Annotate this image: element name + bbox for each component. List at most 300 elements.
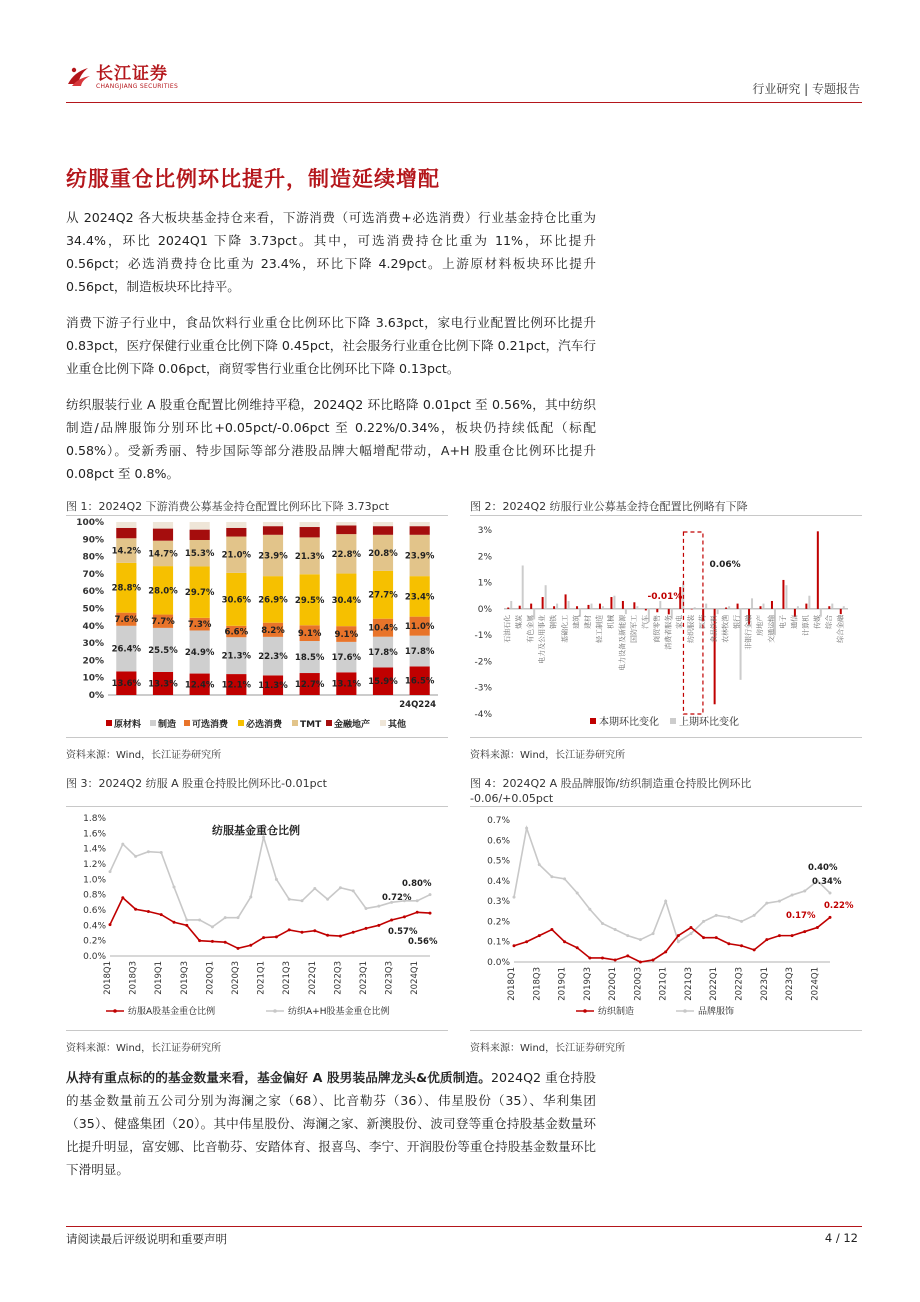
fig2-y-tick: 1%: [477, 578, 492, 589]
fig3-data-point: [416, 911, 419, 914]
fig2-x-tick: 商贸零售: [652, 614, 661, 643]
fig2-bar-previous: [808, 596, 810, 609]
fig2-legend-label: 本期环比变化: [599, 717, 659, 728]
fig2-bar-previous: [831, 604, 833, 609]
fig3-data-point: [301, 931, 304, 934]
fig3-data-point: [326, 898, 329, 901]
fig1-bar-segment: [336, 525, 356, 534]
fig3-x-tick: 2022Q1: [307, 961, 318, 995]
fig3-data-point: [198, 939, 201, 942]
fig4-data-point: [791, 934, 794, 937]
fig4-x-tick: 2020Q3: [633, 967, 644, 1001]
fig2-x-tick: 轻工制造: [595, 614, 604, 643]
fig4-data-point: [778, 900, 781, 903]
fig1-y-tick: 20%: [82, 656, 104, 667]
fig3-data-point: [237, 916, 240, 919]
fig4-data-point: [689, 926, 692, 929]
fig2-x-tick: 建筑: [572, 614, 581, 629]
fig4-data-point: [740, 920, 743, 923]
fig1-data-label: 13.6%: [111, 679, 142, 690]
fig2-x-tick: 家电: [675, 614, 684, 629]
fig4-data-point: [689, 932, 692, 935]
fig1-legend-label: 可选消费: [192, 720, 229, 730]
fig4-data-point: [639, 961, 642, 964]
fig4-data-point: [550, 875, 553, 878]
fig2-x-tick: 交通运输: [767, 614, 776, 643]
fig3-y-tick: 1.2%: [83, 860, 106, 870]
fig1-legend-label: TMT: [300, 720, 322, 730]
fig4-data-point: [664, 950, 667, 953]
fig4-data-point: [829, 916, 832, 919]
fig2-bar-current: [576, 606, 578, 609]
fig3-data-point: [134, 855, 137, 858]
fig2-bar-current: [771, 601, 773, 609]
fig3-data-point: [109, 923, 112, 926]
fig1-data-label: 12.4%: [184, 680, 215, 691]
fig1-data-label: 26.4%: [111, 644, 142, 655]
fig1-bar-segment: [226, 528, 246, 537]
fig3-data-point: [301, 899, 304, 902]
fig1-y-tick: 10%: [82, 673, 104, 684]
fig4-data-point: [727, 916, 730, 919]
fig2-bar-current: [565, 594, 567, 608]
fig3-data-point: [326, 934, 329, 937]
fig3-title: 图 3：2024Q2 纺服 A 股重仓持股比例环比-0.01pct: [66, 777, 327, 790]
fig4-legend-marker: [583, 1009, 587, 1013]
fig1-bar-segment: [373, 522, 393, 526]
fig4-data-point: [803, 890, 806, 893]
fig4-x-tick: 2021Q3: [683, 967, 694, 1001]
fig4-data-point: [702, 936, 705, 939]
fig2-bar-previous: [602, 606, 604, 609]
fig1-data-label: 14.7%: [148, 549, 178, 560]
fig3-y-tick: 1.6%: [83, 829, 106, 840]
fig4-y-tick: 0.6%: [487, 836, 510, 847]
fig1-bar-segment: [336, 522, 356, 525]
fig4-data-point: [626, 954, 629, 957]
fig1-legend-swatch: [326, 720, 332, 726]
fig4-series-line: [514, 828, 830, 942]
fig3-data-point: [429, 912, 432, 915]
fig3-x-tick: 2023Q3: [384, 961, 395, 995]
fig4-source: 资料来源：Wind，长江证券研究所: [470, 1043, 626, 1054]
fig4-y-tick: 0.2%: [487, 917, 510, 928]
fig2-x-tick: 国防军工: [629, 614, 638, 643]
fig4-data-point: [677, 940, 680, 943]
fig1-data-label: 15.3%: [184, 549, 215, 560]
fig4-data-point: [576, 892, 579, 895]
fig2-legend-swatch: [590, 718, 596, 724]
fig2-annotation: 0.06%: [709, 560, 741, 570]
fig4-data-point: [664, 900, 667, 903]
fig2-bar-current: [530, 604, 532, 609]
fig1-legend-swatch: [184, 720, 190, 726]
fig3-data-point: [339, 886, 342, 889]
fig2-x-tick: 综合: [824, 614, 833, 629]
fig3-data-point: [224, 941, 227, 944]
fig1-data-label: 22.8%: [331, 549, 362, 560]
fig1-y-tick: 50%: [82, 604, 104, 615]
fig2-y-tick: 0%: [477, 604, 492, 615]
fig3-data-point: [429, 893, 432, 896]
fig3-x-tick: 2021Q1: [256, 961, 267, 995]
fig2-y-tick: -2%: [474, 657, 492, 668]
fig2-bar-current: [542, 597, 544, 609]
fig2-bar-previous: [797, 606, 799, 609]
fig2-bar-previous: [705, 604, 707, 609]
fig2-bar-previous: [717, 609, 719, 614]
fig4-data-point: [614, 928, 617, 931]
fig4-data-point: [601, 922, 604, 925]
fig3-y-tick: 0.6%: [83, 906, 106, 916]
fig2-bar-current: [805, 604, 807, 609]
fig3-legend-marker: [273, 1009, 277, 1013]
fig1-data-label: 6.6%: [224, 627, 249, 638]
fig4-data-point: [753, 948, 756, 951]
fig1-y-tick: 80%: [82, 552, 104, 563]
fig3-data-point: [275, 935, 278, 938]
fig4-data-point: [652, 958, 655, 961]
fig3-data-point: [262, 936, 265, 939]
fig1-data-label: 21.0%: [221, 550, 252, 561]
fig2-bar-previous: [625, 609, 627, 614]
fig4-data-point: [588, 908, 591, 911]
fig3-data-point: [339, 935, 342, 938]
fig1-data-label: 25.5%: [148, 645, 178, 656]
fig4-y-tick: 0.3%: [487, 897, 510, 908]
fig3-x-tick: 2018Q1: [103, 961, 113, 995]
fig2-x-tick: 电力及公用事业: [538, 614, 547, 664]
fig4-data-point: [715, 914, 718, 917]
fig2-bar-previous: [785, 585, 787, 609]
fig2-x-tick: 非银行金融: [744, 614, 753, 650]
fig2-y-tick: -1%: [474, 631, 492, 642]
fig4-data-point: [816, 926, 819, 929]
fig1-data-label: 21.3%: [294, 551, 325, 562]
fig1-legend-label: 制造: [158, 720, 177, 730]
paragraph-4: [66, 1066, 596, 1181]
fig3-data-point: [173, 921, 176, 924]
fig4-x-tick: 2022Q1: [709, 967, 720, 1001]
fig3-x-tick: 2023Q1: [359, 961, 369, 995]
fig1-data-label: 22.3%: [258, 652, 288, 663]
fig2-bar-previous: [556, 604, 558, 609]
fig1-data-label: 14.2%: [111, 546, 142, 557]
fig2-bar-current: [645, 609, 647, 611]
fig2-bar-previous: [728, 606, 730, 609]
fig2-bar-current: [599, 604, 601, 609]
logo-text-en: CHANGJIANG SECURITIES: [96, 82, 179, 90]
fig4-title-line1: 图 4：2024Q2 A 股品牌服饰/纺织制造重仓持股比例环比: [470, 777, 752, 790]
fig1-y-tick: 40%: [82, 621, 104, 632]
fig3-data-point: [160, 851, 163, 854]
logo-icon: [66, 64, 92, 90]
fig1-data-label: 8.2%: [261, 625, 285, 636]
fig1-y-tick: 100%: [76, 518, 104, 528]
fig4-data-point: [652, 932, 655, 935]
fig3-x-tick: 2022Q3: [333, 961, 344, 995]
fig1-data-label: 13.3%: [148, 679, 178, 690]
fig3-annotation: 0.80%: [402, 879, 432, 889]
fig2-bar-current: [622, 601, 624, 609]
fig1-data-label: 29.7%: [184, 588, 215, 599]
fig2-x-tick: 农林牧渔: [721, 614, 730, 643]
fig1-data-label: 23.4%: [404, 592, 435, 603]
fig4-data-point: [513, 896, 516, 899]
fig2-legend-label: 上期环比变化: [679, 717, 739, 728]
fig2-bar-previous: [510, 601, 512, 609]
fig2-legend-swatch: [670, 718, 676, 724]
fig2-bar-current: [737, 604, 739, 609]
fig3-y-tick: 0.8%: [83, 890, 106, 901]
fig1-data-label: 20.8%: [368, 548, 398, 559]
fig3-data-point: [198, 918, 201, 921]
fig4-data-point: [765, 938, 768, 941]
fig3-data-point: [416, 899, 419, 902]
fig1-bar-segment: [153, 522, 173, 529]
fig2-bar-current: [656, 609, 658, 612]
fig2-bar-current: [725, 608, 727, 609]
fig4-x-tick: 2018Q3: [532, 967, 543, 1001]
fig1-bar-segment: [190, 522, 210, 530]
fig1-legend-swatch: [150, 720, 156, 726]
fig2-y-tick: 3%: [477, 526, 492, 536]
fig2-bar-current: [668, 609, 670, 615]
fig4-legend-label: 纺织制造: [598, 1007, 635, 1017]
fig4-bottom-rule: [470, 1030, 862, 1031]
fig1-data-label: 29.5%: [294, 595, 325, 606]
fig4-annotation: 0.17%: [786, 911, 816, 921]
fig3-x-tick: 2024Q1: [410, 961, 421, 995]
fig4-data-point: [525, 827, 528, 830]
fig1-legend-swatch: [106, 720, 112, 726]
fig2-bar-chart: [470, 515, 862, 733]
fig3-annotation: 0.57%: [388, 927, 418, 937]
fig4-data-point: [702, 920, 705, 923]
fig4-data-point: [513, 944, 516, 947]
fig4-y-tick: 0.0%: [487, 958, 510, 968]
fig1-data-label: 7.3%: [187, 620, 212, 631]
fig2-x-tick: 电力设备及新能源: [618, 614, 627, 671]
fig2-x-tick: 基础化工: [561, 614, 570, 643]
fig1-bar-segment: [410, 526, 430, 535]
fig3-y-tick: 1.8%: [83, 814, 106, 824]
header-divider: [66, 102, 862, 103]
fig3-data-point: [211, 925, 214, 928]
fig1-data-label: 28.0%: [148, 586, 178, 597]
fig4-y-tick: 0.4%: [487, 876, 510, 887]
fig3-data-point: [352, 931, 355, 934]
fig4-x-tick: 2019Q1: [557, 967, 568, 1001]
fig3-data-point: [313, 887, 316, 890]
fig3-data-point: [403, 915, 406, 918]
fig3-y-tick: 1.0%: [83, 875, 106, 886]
fig4-legend-label: 品牌服饰: [698, 1007, 735, 1017]
fig4-data-point: [576, 946, 579, 949]
fig2-bar-current: [588, 605, 590, 609]
fig4-data-point: [550, 928, 553, 931]
fig2-y-tick: -3%: [474, 683, 492, 694]
page-number: 4 / 12: [824, 1231, 858, 1245]
fig3-data-point: [352, 889, 355, 892]
fig3-x-tick: 2021Q3: [282, 961, 293, 995]
fig3-data-point: [211, 940, 214, 943]
logo: [66, 64, 178, 90]
fig4-y-tick: 0.5%: [487, 856, 510, 867]
fig4-data-point: [677, 934, 680, 937]
fig2-bar-current: [760, 606, 762, 609]
fig4-x-tick: 2021Q1: [658, 967, 669, 1001]
fig2-x-tick: 传媒: [813, 614, 822, 629]
fig2-x-tick: 电子: [778, 614, 787, 629]
fig2-x-tick: 石油石化: [503, 614, 512, 643]
fig3-data-point: [390, 918, 393, 921]
fig3-data-point: [249, 895, 252, 898]
fig2-source: 资料来源：Wind，长江证券研究所: [470, 750, 626, 761]
fig4-data-point: [740, 944, 743, 947]
fig1-bottom-rule: [66, 737, 448, 738]
fig4-line-chart: [470, 806, 862, 1028]
fig2-x-tick: 医药: [698, 614, 707, 629]
fig2-title: 图 2：2024Q2 纺服行业公募基金持仓配置比例略有下降: [470, 500, 748, 513]
fig1-stacked-bar-chart: [66, 515, 450, 733]
fig3-x-tick: 2020Q1: [205, 961, 216, 995]
fig1-legend-label: 其他: [388, 720, 407, 730]
fig2-bar-current: [507, 608, 509, 609]
logo-text-cn: 长江证券: [96, 63, 168, 84]
fig3-y-tick: 0.0%: [83, 952, 106, 962]
fig4-x-tick: 2018Q1: [507, 967, 517, 1001]
fig1-data-label: 24.9%: [184, 648, 215, 659]
fig3-legend-label: 纺服A股基金重仓比例: [128, 1007, 216, 1017]
fig3-chart-title: 纺服基金重仓比例: [212, 824, 300, 837]
fig2-bar-previous: [636, 606, 638, 609]
fig2-bar-current: [633, 602, 635, 609]
fig1-data-label: 10.4%: [368, 623, 398, 634]
fig2-bar-previous: [751, 598, 753, 609]
fig3-annotation: 0.72%: [382, 893, 412, 903]
fig1-data-label: 7.7%: [151, 617, 175, 628]
fig1-bar-segment: [226, 522, 246, 528]
fig3-annotation: 0.56%: [408, 937, 438, 947]
fig3-data-point: [147, 850, 150, 853]
fig2-bar-previous: [591, 604, 593, 609]
fig1-data-label: 26.9%: [258, 595, 288, 606]
fig4-data-point: [538, 934, 541, 937]
paragraph-1: 从 2024Q2 各大板块基金持仓来看，下游消费（可选消费+必选消费）行业基金持仓比重为 34.4%，环比 2024Q1 下降 3.73pct。其中，可选消费持仓比重为 11%，环比提升 0.56pct；必选消费持仓比重为 23.4%，环比下降 4.29pct。上游原材料板块环比提升 0.56pct，制造板块环比持平。: [66, 210, 596, 294]
fig2-annotation: -0.01%: [647, 592, 683, 602]
fig3-data-point: [160, 913, 163, 916]
fig2-bar-current: [610, 597, 612, 609]
fig3-data-point: [237, 947, 240, 950]
fig4-data-point: [791, 894, 794, 897]
fig4-x-tick: 2023Q3: [785, 967, 796, 1001]
fig3-data-point: [365, 927, 368, 930]
fig4-y-tick: 0.1%: [487, 937, 510, 948]
fig1-data-label: 7.6%: [114, 615, 139, 626]
fig3-data-point: [134, 908, 137, 911]
fig2-x-tick: 汽车: [641, 614, 650, 629]
fig2-bar-previous: [522, 565, 524, 608]
fig2-x-tick: 食品饮料: [710, 614, 719, 643]
fig1-legend-swatch: [380, 720, 386, 726]
fig1-data-label: 11.0%: [404, 622, 435, 633]
header-category: 行业研究 | 专题报告: [752, 82, 860, 96]
fig3-data-point: [109, 870, 112, 873]
fig1-bar-segment: [300, 522, 320, 527]
fig4-y-tick: 0.7%: [487, 816, 510, 826]
fig3-x-tick: 2019Q3: [179, 961, 190, 995]
footer-divider: [66, 1226, 862, 1227]
fig3-y-tick: 0.2%: [83, 936, 106, 947]
fig3-line-chart: [66, 806, 450, 1028]
fig1-y-tick: 70%: [82, 569, 104, 580]
fig1-data-label: 28.8%: [111, 583, 142, 594]
fig2-x-tick: 计算机: [801, 614, 810, 636]
fig2-bar-previous: [694, 607, 696, 609]
fig1-data-label: 30.4%: [331, 595, 362, 606]
fig2-bottom-rule: [470, 737, 862, 738]
fig2-x-tick: 钢铁: [549, 614, 558, 629]
fig4-data-point: [639, 938, 642, 941]
fig3-data-point: [185, 924, 188, 927]
fig1-bar-segment: [263, 522, 283, 526]
fig2-bar-previous: [843, 606, 845, 609]
fig4-data-point: [778, 934, 781, 937]
paragraph-4-lead: 从持有重点标的的基金数量来看，基金偏好 A 股男装品牌龙头&优质制造。: [66, 1070, 492, 1085]
fig4-annotation: 0.34%: [812, 877, 842, 887]
fig2-y-tick: -4%: [474, 710, 492, 720]
fig1-data-label: 16.5%: [404, 676, 435, 687]
fig1-data-label: 9.1%: [334, 630, 359, 641]
fig2-x-tick: 建材: [584, 614, 592, 629]
fig3-data-point: [377, 924, 380, 927]
fig3-y-tick: 0.4%: [83, 921, 106, 932]
fig1-bar-segment: [116, 528, 136, 538]
fig3-data-point: [121, 843, 124, 846]
fig2-x-tick: 综合金融: [836, 614, 845, 643]
fig1-data-label: 27.7%: [368, 590, 398, 601]
fig3-x-tick: 2019Q1: [154, 961, 165, 995]
fig4-data-point: [563, 940, 566, 943]
fig2-x-tick: 消费者服务: [664, 614, 673, 650]
fig1-legend-label: 必选消费: [246, 720, 283, 730]
fig4-annotation: 0.40%: [808, 863, 838, 873]
fig3-legend-marker: [113, 1009, 117, 1013]
fig2-x-tick: 纺织服装: [687, 614, 696, 643]
paragraph-2: 消费下游子行业中，食品饮料行业重仓比例环比下降 3.63pct，家电行业配置比例环比提升 0.83pct，医疗保健行业重仓比例下降 0.45pct，社会服务行业重仓比例下降 0.21pct，汽车行业重仓比例下降 0.06pct，商贸零售行业重仓比例环比下降 0.13pct。: [66, 315, 596, 376]
fig2-x-tick: 煤炭: [515, 614, 524, 629]
fig3-y-tick: 1.4%: [83, 844, 106, 855]
fig1-bar-segment: [300, 527, 320, 537]
fig1-y-tick: 30%: [82, 639, 104, 650]
fig1-data-label: 18.5%: [294, 653, 325, 664]
fig2-bar-current: [840, 609, 842, 614]
fig2-x-tick: 房地产: [756, 614, 764, 636]
fig1-data-label: 23.9%: [404, 551, 435, 562]
fig3-data-point: [275, 878, 278, 881]
footer-disclaimer: 请阅读最后评级说明和重要声明: [66, 1232, 227, 1246]
fig2-x-tick: 银行: [733, 614, 742, 629]
fig4-data-point: [538, 863, 541, 866]
fig2-x-tick: 机械: [606, 614, 615, 629]
fig1-bar-segment: [116, 522, 136, 528]
fig1-legend-label: 金融地产: [334, 720, 371, 730]
fig3-bottom-rule: [66, 1030, 448, 1031]
fig2-bar-current: [782, 580, 784, 609]
fig3-data-point: [313, 929, 316, 932]
fig1-data-label: 17.6%: [331, 653, 362, 664]
